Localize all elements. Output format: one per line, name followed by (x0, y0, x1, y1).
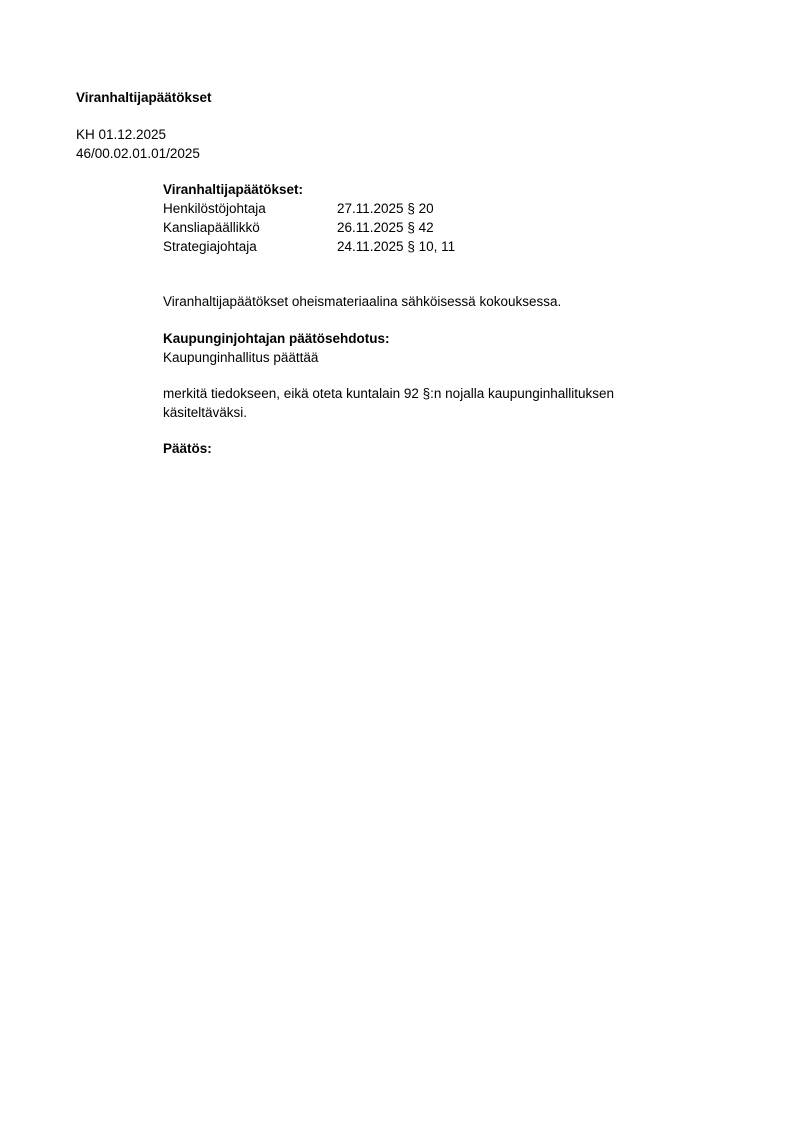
decision-role: Henkilöstöjohtaja (163, 201, 266, 216)
table-row (163, 237, 455, 256)
decision-role: Strategiajohtaja (163, 239, 257, 254)
decisions-table (163, 199, 455, 256)
proposal-intro: Kaupunginhallitus päättää (163, 350, 319, 365)
table-row (163, 218, 455, 237)
proposal-text-line: käsiteltäväksi. (163, 405, 248, 420)
table-row (163, 199, 455, 218)
document-meta (76, 125, 200, 163)
attachment-note: Viranhaltijapäätökset oheismateriaalina sähköisessä kokouksessa. (163, 294, 562, 309)
proposal-text-line: merkitä tiedokseen, eikä oteta kuntalain 92 §:n nojalla kaupunginhallituksen (163, 386, 615, 401)
decision-ref: 26.11.2025 § 42 (337, 220, 434, 235)
decision-heading: Päätös: (163, 441, 212, 456)
case-number: 46/00.02.01.01/2025 (76, 146, 200, 161)
document-body (163, 180, 683, 458)
decision-role: Kansliapäällikkö (163, 220, 260, 235)
decision-ref: 27.11.2025 § 20 (337, 201, 434, 216)
proposal-heading: Kaupunginjohtajan päätösehdotus: (163, 331, 390, 346)
document-title: Viranhaltijapäätökset (76, 90, 212, 105)
decisions-heading: Viranhaltijapäätökset: (163, 182, 304, 197)
decision-ref: 24.11.2025 § 10, 11 (337, 239, 456, 254)
meeting-reference: KH 01.12.2025 (76, 127, 167, 142)
